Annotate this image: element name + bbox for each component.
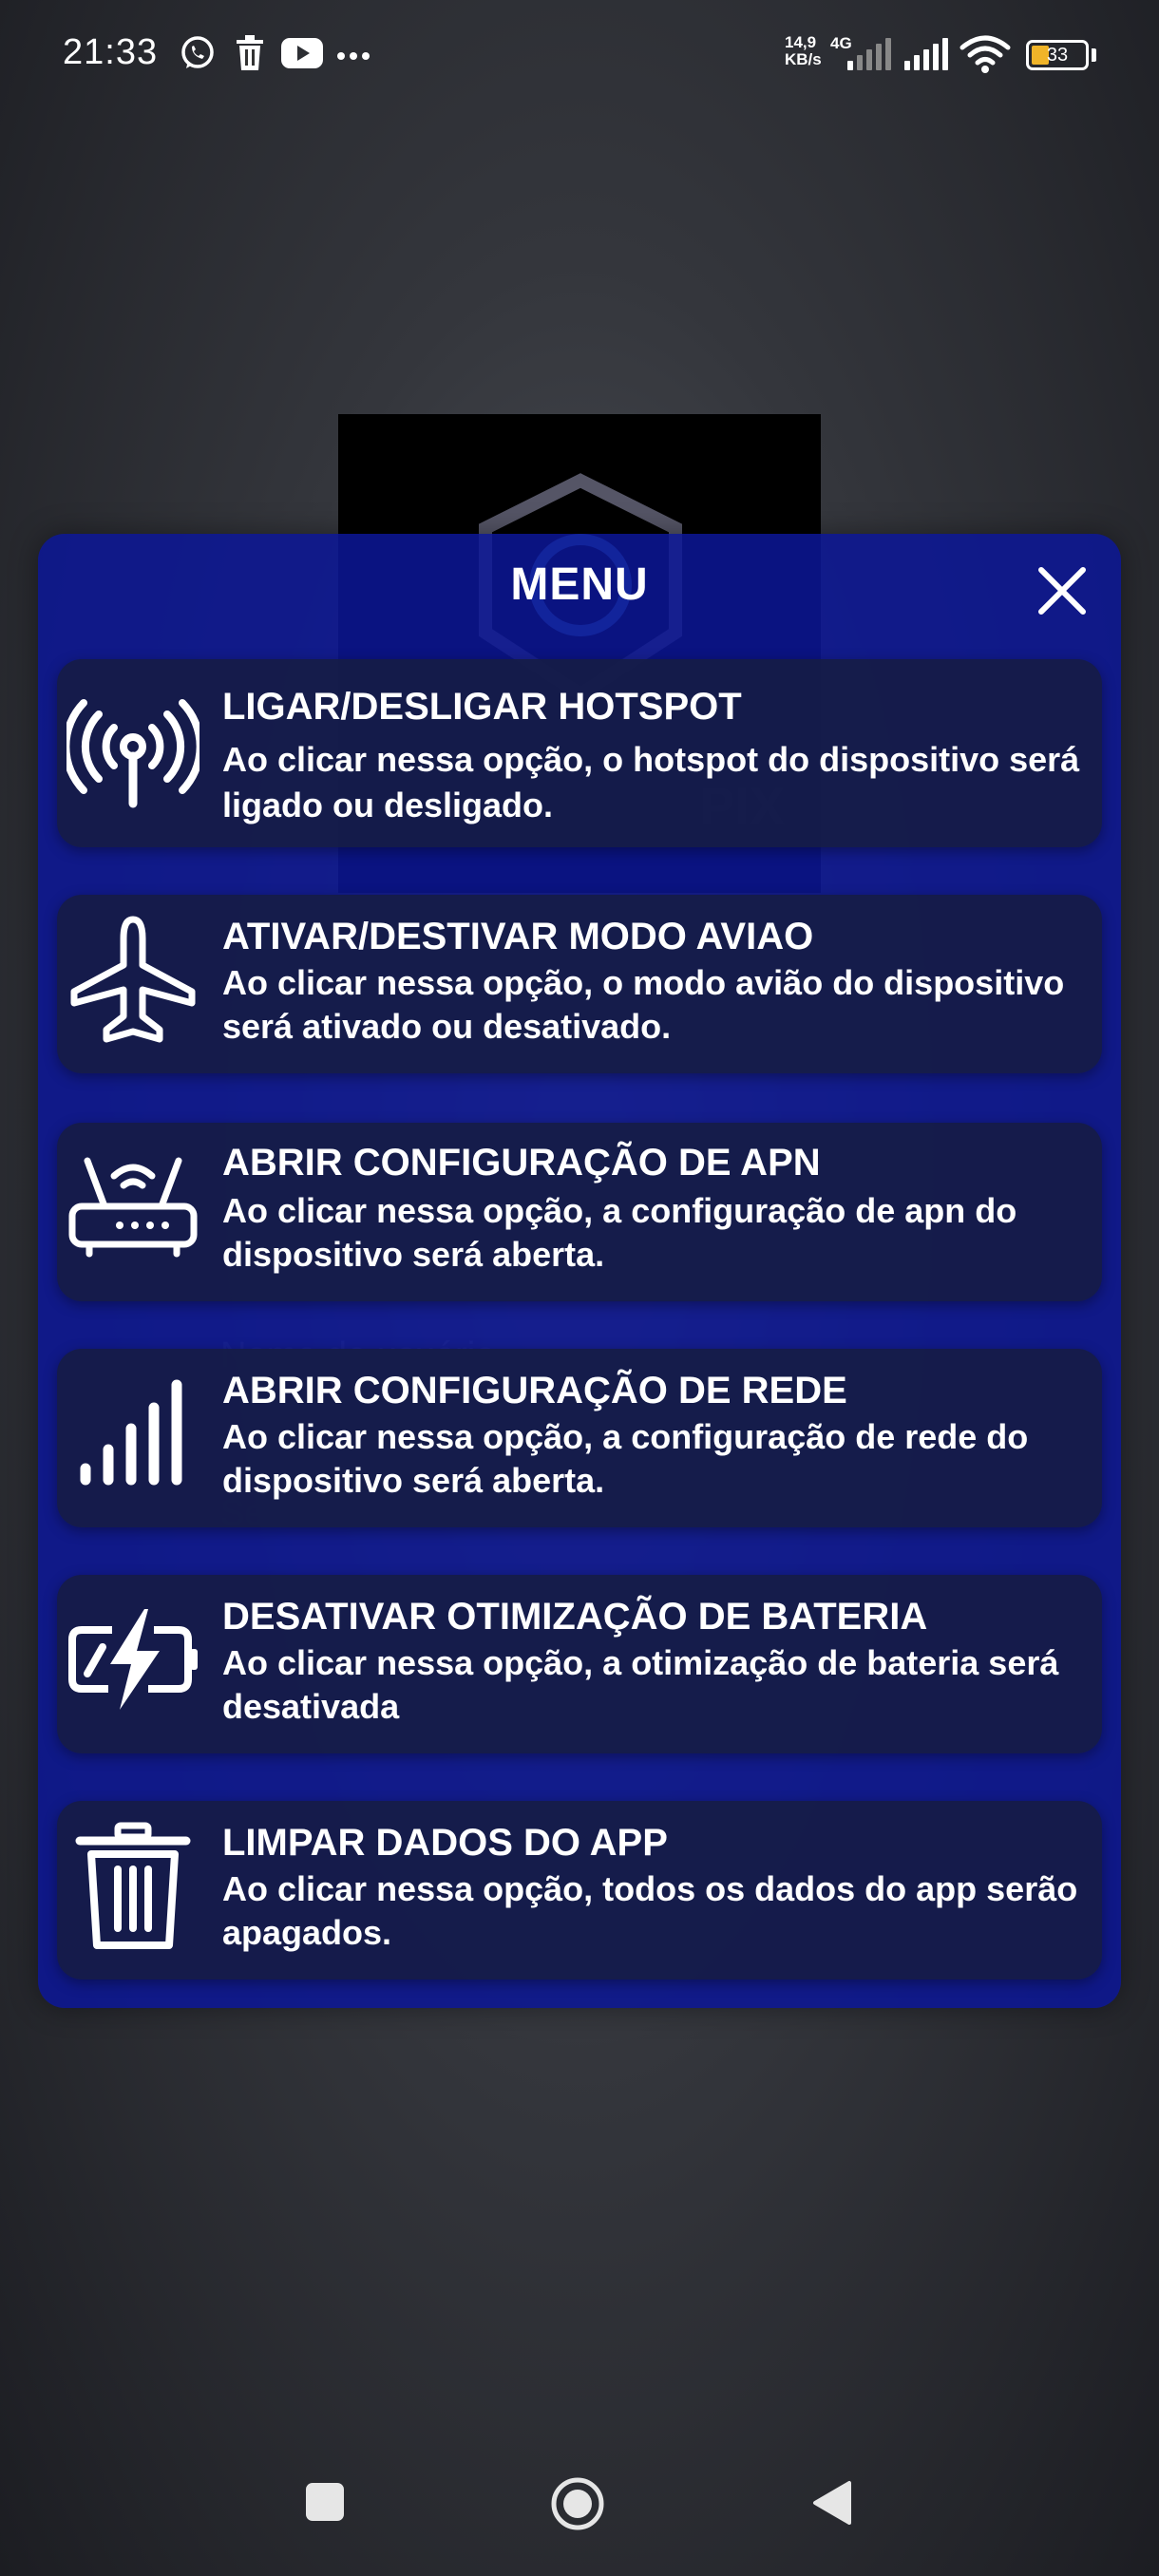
battery-cap bbox=[1092, 48, 1096, 62]
trash-icon bbox=[234, 34, 266, 72]
airplane-icon bbox=[66, 914, 200, 1047]
close-button[interactable] bbox=[1024, 553, 1100, 629]
battery-level: 33 bbox=[1046, 45, 1069, 66]
menu-item-network-settings[interactable] bbox=[57, 1349, 1102, 1527]
menu-item-description: Ao clicar nessa opção, todos os dados do app serão apagados. bbox=[222, 1869, 1078, 1952]
network-speed bbox=[785, 34, 822, 68]
status-time: 21:33 bbox=[63, 32, 159, 72]
youtube-icon bbox=[281, 38, 323, 68]
menu-item-title: ATIVAR/DESTIVAR MODO AVIAO bbox=[222, 916, 814, 957]
menu-item-title: LIMPAR DADOS DO APP bbox=[222, 1822, 668, 1864]
trash-can-icon bbox=[66, 1822, 200, 1955]
menu-modal bbox=[38, 534, 1121, 2008]
recents-button[interactable] bbox=[304, 2481, 346, 2523]
wifi-icon bbox=[960, 34, 1011, 74]
more-dots-icon bbox=[336, 51, 370, 61]
back-button[interactable] bbox=[809, 2479, 853, 2527]
home-icon bbox=[549, 2475, 606, 2532]
menu-item-description: Ao clicar nessa opção, a configuração de apn do dispositivo será aberta. bbox=[222, 1191, 1017, 1274]
whatsapp-icon bbox=[179, 34, 217, 72]
status-bar bbox=[0, 0, 1159, 114]
hotspot-icon bbox=[66, 691, 200, 824]
network-type: 4G bbox=[830, 34, 852, 52]
menu-item-hotspot[interactable] bbox=[57, 659, 1102, 847]
router-icon bbox=[66, 1138, 200, 1271]
battery-charging-icon bbox=[66, 1592, 200, 1725]
menu-item-title: ABRIR CONFIGURAÇÃO DE APN bbox=[222, 1142, 821, 1184]
battery-icon bbox=[1026, 40, 1089, 70]
menu-item-battery-optimization[interactable] bbox=[57, 1575, 1102, 1753]
menu-item-title: LIGAR/DESLIGAR HOTSPOT bbox=[222, 686, 742, 728]
menu-item-clear-app-data[interactable] bbox=[57, 1801, 1102, 1979]
signal-weak-icon bbox=[846, 38, 891, 70]
menu-item-title: DESATIVAR OTIMIZAÇÃO DE BATERIA bbox=[222, 1596, 928, 1638]
menu-item-description: Ao clicar nessa opção, o modo avião do dispositivo será ativado ou desativado. bbox=[222, 963, 1065, 1046]
recents-icon bbox=[304, 2481, 346, 2523]
back-icon bbox=[809, 2479, 853, 2527]
menu-item-airplane-mode[interactable] bbox=[57, 895, 1102, 1073]
close-icon bbox=[1024, 553, 1100, 629]
signal-bars-icon bbox=[66, 1368, 200, 1501]
home-button[interactable] bbox=[549, 2475, 606, 2532]
signal-full-icon bbox=[902, 38, 948, 70]
menu-item-description: Ao clicar nessa opção, o hotspot do dispositivo será ligado ou desligado. bbox=[222, 740, 1080, 824]
menu-item-description: Ao clicar nessa opção, a configuração de rede do dispositivo será aberta. bbox=[222, 1417, 1029, 1500]
menu-item-description: Ao clicar nessa opção, a otimização de bateria será desativada bbox=[222, 1643, 1059, 1726]
network-speed-unit: KB/s bbox=[785, 50, 822, 68]
network-speed-value: 14,9 bbox=[785, 33, 817, 51]
menu-title: MENU bbox=[510, 559, 649, 610]
menu-item-title: ABRIR CONFIGURAÇÃO DE REDE bbox=[222, 1370, 847, 1411]
menu-item-apn-settings[interactable] bbox=[57, 1123, 1102, 1301]
